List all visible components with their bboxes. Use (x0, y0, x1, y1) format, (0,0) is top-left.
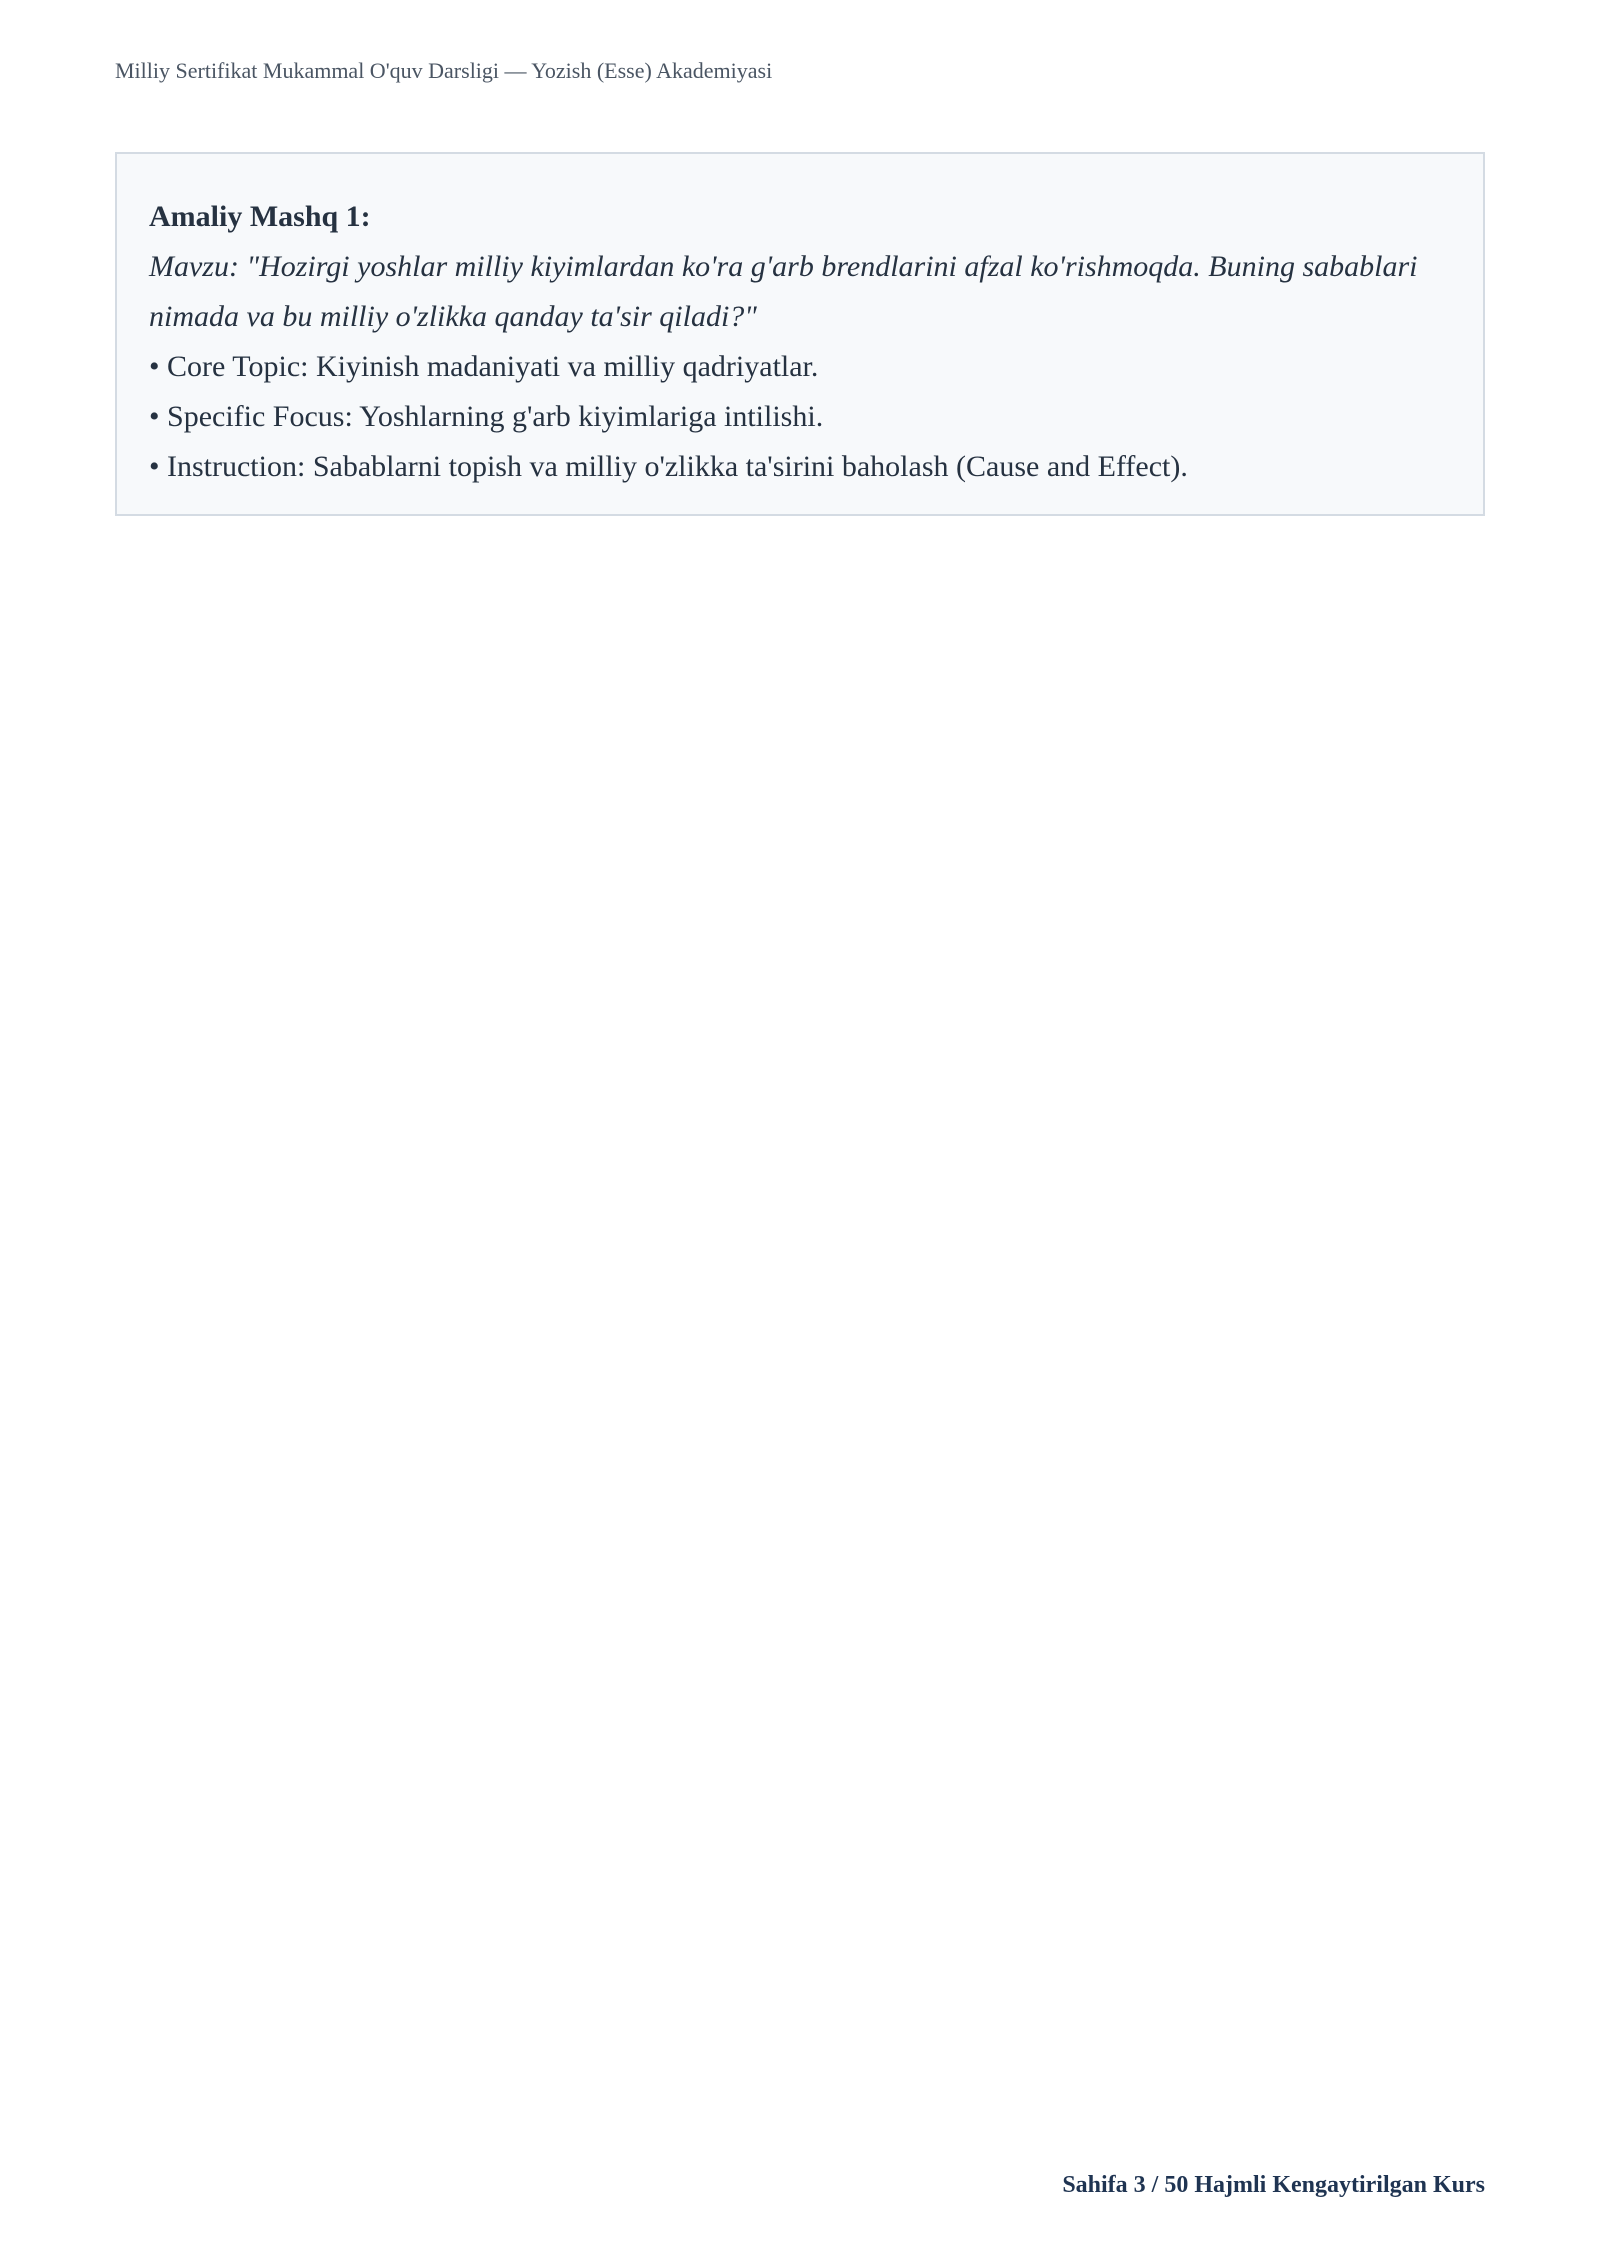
exercise-bullet-instruction: • Instruction: Sabablarni topish va milliy o'zlikka ta'sirini baholash (Cause and Effect). (149, 450, 1188, 483)
exercise-bullet-core-topic: • Core Topic: Kiyinish madaniyati va milliy qadriyatlar. (149, 350, 819, 383)
page-footer: Sahifa 3 / 50 Hajmli Kengaytirilgan Kurs (1062, 2172, 1485, 2198)
exercise-title: Amaliy Mashq 1: (149, 200, 371, 233)
exercise-box (115, 152, 1485, 516)
exercise-bullet-specific-focus: • Specific Focus: Yoshlarning g'arb kiyimlariga intilishi. (149, 400, 824, 433)
running-header: Milliy Sertifikat Mukammal O'quv Darsligi — Yozish (Esse) Akademiyasi (115, 58, 773, 83)
exercise-topic: Mavzu: "Hozirgi yoshlar milliy kiyimlardan ko'ra g'arb brendlarini afzal ko'rishmoqda. Buning sabablari nimada va bu milliy o'zlikka qanday ta'sir qiladi?" (149, 250, 1418, 333)
